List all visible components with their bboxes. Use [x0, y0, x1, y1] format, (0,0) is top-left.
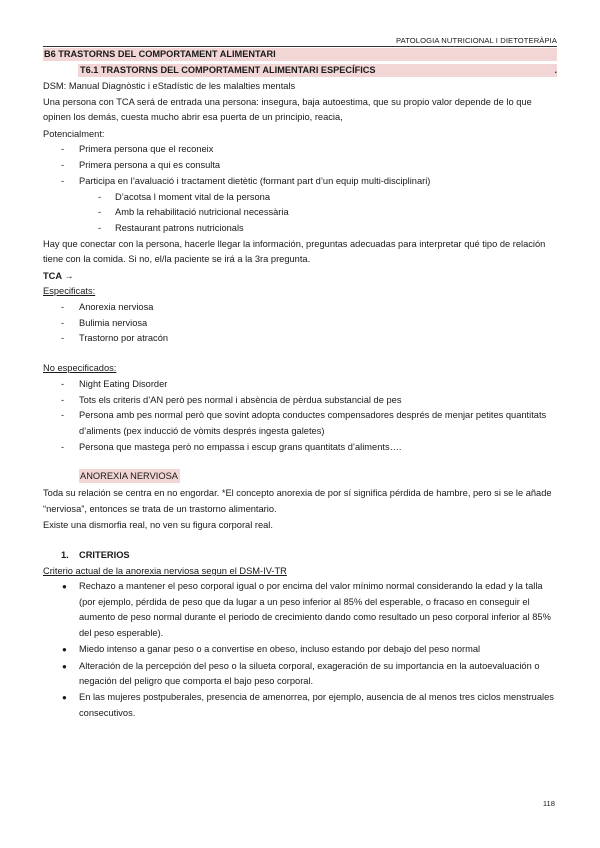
tca-label: TCA → [43, 270, 74, 281]
list-item: - Persona amb pes normal però que sovint adopta conductes compensadores després de menjar petites quantitats d’aliments (pex inducció de vòmits després ingesta galetes) [43, 408, 557, 439]
spacer [43, 455, 557, 469]
list-item: - Trastorno por atracón [43, 331, 557, 347]
list-item: - Bulimia nerviosa [43, 316, 557, 332]
list-item: ● Rechazo a mantener el peso corporal igual o por encima del valor mínimo normal considerando la edad y la talla (por ejemplo, pérdida de peso que da lugar a un peso inferior al 85% del esperable, o fracaso en conseguir el aumento de peso normal durante el periodo de crecimiento dando como resultado un peso corporal inferior al 85% del peso esperable). [43, 579, 557, 641]
participa-sublist [43, 190, 557, 237]
list-item: - Night Eating Disorder [43, 377, 557, 393]
criterios-list [43, 579, 557, 721]
criterios-heading [43, 548, 557, 564]
list-item: - Anorexia nerviosa [43, 300, 557, 316]
anorexia-paragraph-2: Existe una dismorfia real, no ven su figura corporal real. [43, 520, 273, 531]
list-item: ● Alteración de la percepción del peso o la silueta corporal, exageración de su importancia en la autoevaluación o negación del peligro que comporta el bajo peso corporal. [43, 659, 557, 690]
section-title-text: T6.1 TRASTORNS DEL COMPORTAMENT ALIMENTARI ESPECÍFICS [80, 65, 376, 75]
anorexia-heading: ANOREXIA NERVIOSA [80, 471, 178, 482]
list-item: - Amb la rehabilitació nutricional necessària [43, 205, 557, 221]
running-header: PATOLOGIA NUTRICIONAL I DIETOTERÀPIA [43, 36, 557, 47]
list-item: - Primera persona que el reconeix [43, 142, 557, 158]
dsm-definition: DSM: Manual Diagnòstic i eStadístic de les malalties mentals [43, 81, 296, 91]
criterio-subheading: Criterio actual de la anorexia nerviosa segun el DSM-IV-TR [43, 565, 287, 576]
list-item: - Restaurant patrons nutricionals [43, 221, 557, 237]
spacer [43, 534, 557, 548]
potencialment-list [43, 142, 557, 189]
list-item: - Participa en l’avaluació i tractament dietètic (formant part d’un equip multi-disciplinari) [43, 174, 557, 190]
anorexia-heading-row [43, 469, 557, 483]
anorexia-paragraph-1: Toda su relación se centra en no engordar. *El concepto anorexia de por sí significa pérdida de hambre, pero si se le añade “nerviosa”, entonces se trata de un trastorno alimentario. [43, 488, 552, 514]
potencialment-label: Potencialment: [43, 128, 105, 139]
connect-paragraph: Hay que conectar con la persona, hacerle llegar la información, preguntas adecuadas para interpretar qué tipo de relación tiene con la comida. Si no, el/la paciente se irá a la 3ra pregunta. [43, 238, 546, 265]
document-body [43, 48, 557, 722]
especificats-list [43, 300, 557, 347]
list-item: ● Miedo intenso a ganar peso o a convertise en obeso, incluso estando por debajo del peso normal [43, 642, 557, 657]
spacer [43, 347, 557, 361]
chapter-title: B6 TRASTORNS DEL COMPORTAMENT ALIMENTARI [43, 48, 557, 61]
list-item: - Persona que mastega però no empassa i escup grans quantitats d’aliments…. [43, 440, 557, 456]
especificats-label: Especificats: [43, 286, 96, 297]
section-title [78, 64, 557, 77]
criterios-heading-text: CRITERIOS [79, 550, 130, 561]
section-title-trailing: . [554, 65, 557, 75]
intro-paragraph: Una persona con TCA será de entrada una persona: insegura, baja autoestima, que su propio valor depende de lo que opinen los demás, cuesta mucho abrir esa puerta de un principio, reacia, [43, 96, 532, 123]
no-especificats-list [43, 377, 557, 456]
list-item: - D’acotsa l moment vital de la persona [43, 190, 557, 206]
list-item: - Primera persona a qui es consulta [43, 158, 557, 174]
page-number: 118 [542, 799, 555, 808]
list-item: ● En las mujeres postpuberales, presencia de amenorrea, por ejemplo, ausencia de al menos tres ciclos menstruales consecutivos. [43, 690, 557, 721]
no-especificats-label: No especificados: [43, 363, 117, 374]
list-item: - Tots els criteris d’AN però pes normal i absència de pèrdua substancial de pes [43, 393, 557, 409]
criterios-number: 1. [61, 550, 69, 561]
